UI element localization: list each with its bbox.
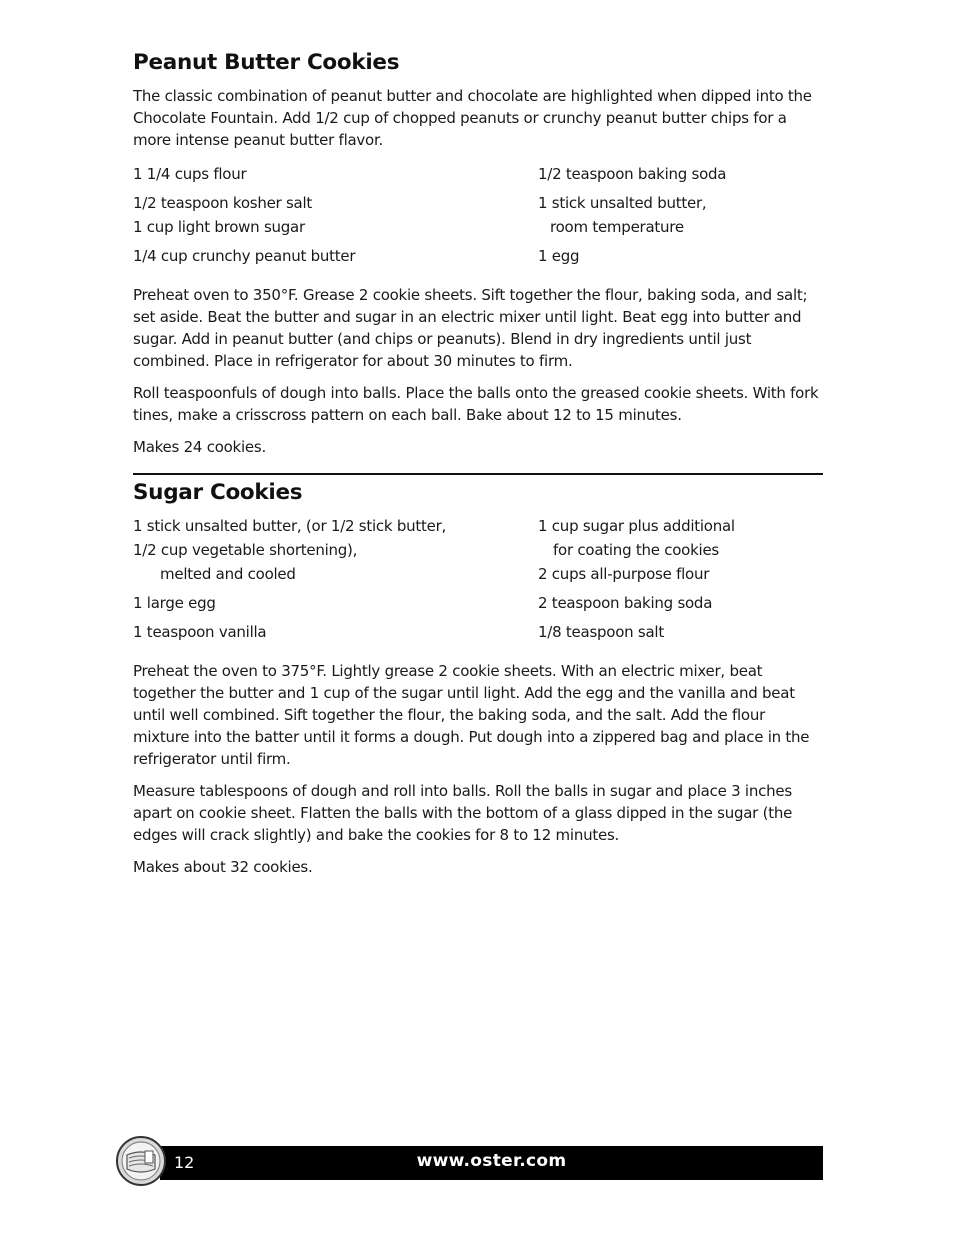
recipe-step: Measure tablespoons of dough and roll into balls. Roll the balls in sugar and place 3 inches apart on cookie sheet. Flatten the balls with the bottom of a glass dipped in the sugar (the edges will crack slightly) and bake the cookies for 8 to 12 minutes. <box>133 782 793 844</box>
recipe-step: Preheat the oven to 375°F. Lightly grease 2 cookie sheets. With an electric mixer, beat together the butter and 1 cup of the sugar until light. Add the egg and the vanilla and beat until well combined. Sift together the flour, the baking soda, and the salt. Add the flour mixture into the batter until it forms a dough. Put dough into a zippered bag and place in the refrigerator until firm. <box>133 662 810 768</box>
ingredients-column-left <box>133 162 538 268</box>
ingredient-item: for coating the cookies <box>553 541 719 559</box>
ingredient-item: 1 stick unsalted butter, (or 1/2 stick butter, <box>133 517 447 535</box>
recipe-step: Roll teaspoonfuls of dough into balls. Place the balls onto the greased cookie sheets. With fork tines, make a crisscross pattern on each ball. Bake about 12 to 15 minutes. <box>133 384 819 424</box>
recipe-yield: Makes about 32 cookies. <box>133 858 313 876</box>
ingredients-list <box>133 514 823 644</box>
ingredient-item: 1/8 teaspoon salt <box>538 623 664 641</box>
section-divider <box>133 473 823 475</box>
ingredient-item: 1/2 teaspoon kosher salt <box>133 194 313 212</box>
ingredient-item: 1 cup sugar plus additional <box>538 517 735 535</box>
ingredients-column-left <box>133 514 538 644</box>
ingredient-item: 1/4 cup crunchy peanut butter <box>133 247 356 265</box>
page-content <box>133 50 823 878</box>
ingredients-list <box>133 162 823 268</box>
page-footer <box>160 1146 823 1180</box>
ingredient-item: 1 stick unsalted butter, <box>538 194 707 212</box>
ingredient-item: 1 cup light brown sugar <box>133 218 305 236</box>
website-link[interactable]: www.oster.com <box>416 1151 567 1171</box>
ingredient-item: melted and cooled <box>160 565 296 583</box>
ingredients-column-right <box>538 162 823 268</box>
ingredient-item: 2 teaspoon baking soda <box>538 594 713 612</box>
recipe-title: Peanut Butter Cookies <box>133 50 400 75</box>
fountain-logo-icon <box>115 1135 167 1187</box>
ingredient-item: 1 teaspoon vanilla <box>133 623 267 641</box>
recipe-step: Preheat oven to 350°F. Grease 2 cookie sheets. Sift together the flour, baking soda, and salt; set aside. Beat the butter and sugar in an electric mixer until light. Beat egg into butter and sugar. Add in peanut butter (and chips or peanuts). Blend in dry ingredients until just combined. Place in refrigerator for about 30 minutes to firm. <box>133 286 808 370</box>
ingredient-item: 1/2 teaspoon baking soda <box>538 165 727 183</box>
ingredient-item: 1 large egg <box>133 594 216 612</box>
recipe-peanut-butter-cookies <box>133 50 823 458</box>
page-number: 12 <box>174 1153 195 1172</box>
recipe-intro: The classic combination of peanut butter and chocolate are highlighted when dipped into the Chocolate Fountain. Add 1/2 cup of chopped peanuts or crunchy peanut butter chips for a more intense peanut butter flavor. <box>133 87 812 149</box>
recipe-yield: Makes 24 cookies. <box>133 438 266 456</box>
recipe-title: Sugar Cookies <box>133 480 303 505</box>
ingredient-item: 1 1/4 cups flour <box>133 165 247 183</box>
ingredient-item: 1 egg <box>538 247 580 265</box>
ingredient-item: 2 cups all-purpose flour <box>538 565 710 583</box>
ingredient-item: 1/2 cup vegetable shortening), <box>133 541 358 559</box>
recipe-sugar-cookies <box>133 480 823 878</box>
ingredient-item: room temperature <box>550 218 684 236</box>
ingredients-column-right <box>538 514 823 644</box>
